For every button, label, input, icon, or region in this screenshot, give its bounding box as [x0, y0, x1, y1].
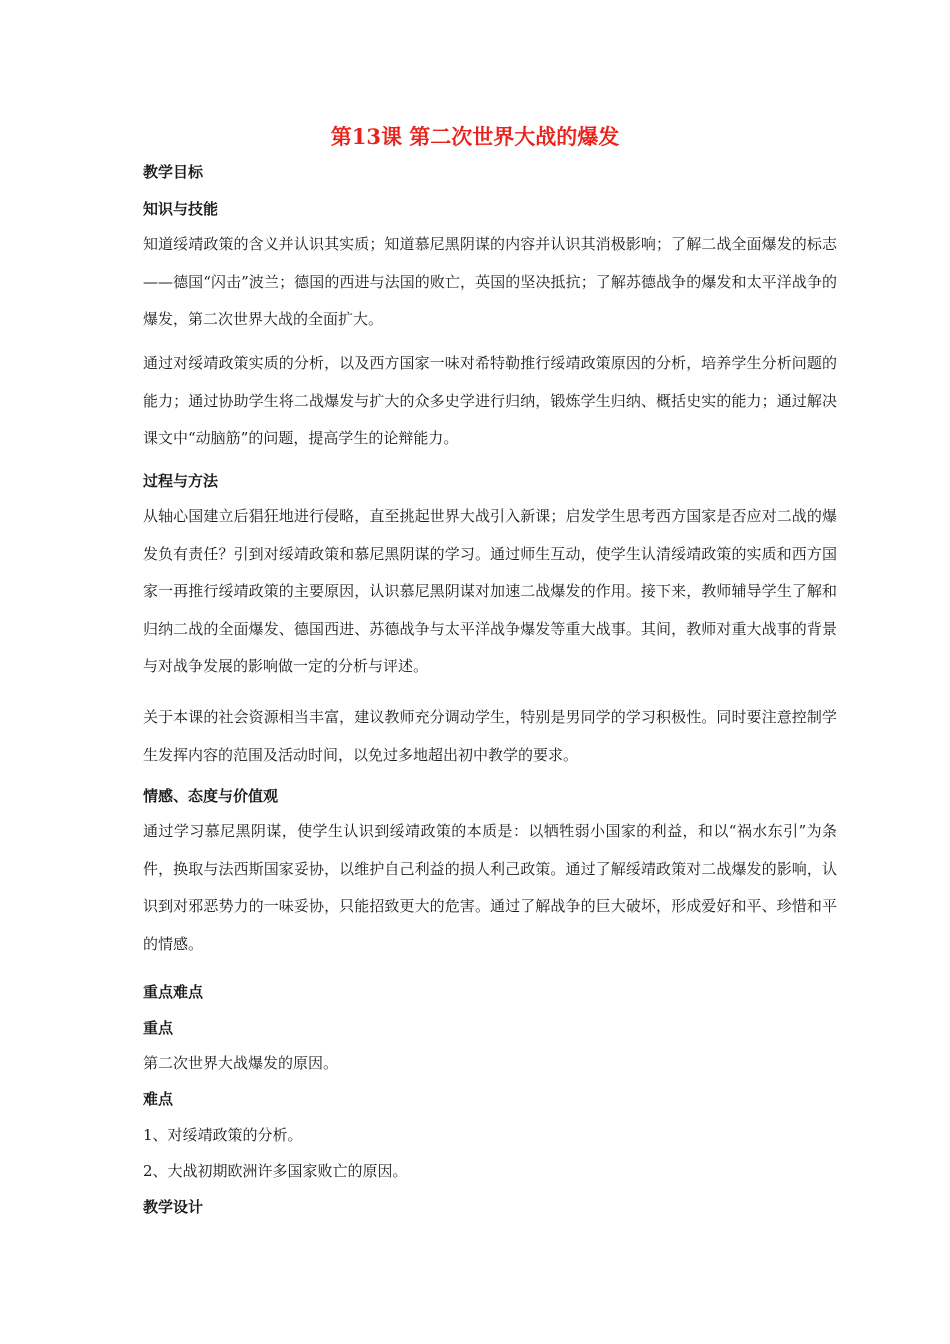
difficult-point-item-1: 1、对绥靖政策的分析。 [143, 1126, 303, 1144]
heading-knowledge-skills: 知识与技能 [143, 200, 219, 218]
heading-key-difficult: 重点难点 [143, 983, 204, 1001]
paragraph-knowledge-2: 通过对绥靖政策实质的分析，以及西方国家一味对希特勒推行绥靖政策原因的分析，培养学生分析问题的能力；通过协助学生将二战爆发与扩大的众多史学进行归纳，锻炼学生归纳、概括史实的能力；通过解决课文中“动脑筋”的问题，提高学生的论辩能力。 [143, 354, 837, 447]
paragraph-process-1: 从轴心国建立后猖狂地进行侵略，直至挑起世界大战引入新课；启发学生思考西方国家是否应对二战的爆发负有责任？引到对绥靖政策和慕尼黑阴谋的学习。通过师生互动，使学生认清绥靖政策的实质和西方国家一再推行绥靖政策的主要原因，认识慕尼黑阴谋对加速二战爆发的作用。接下来，教师辅导学生了解和归纳二战的全面爆发、德国西进、苏德战争与太平洋战争爆发等重大战事。其间，教师对重大战事的背景与对战争发展的影响做一定的分析与评述。 [143, 507, 837, 675]
heading-emotion-values: 情感、态度与价值观 [143, 787, 279, 805]
paragraph-knowledge-1: 知道绥靖政策的含义并认识其实质；知道慕尼黑阴谋的内容并认识其消极影响；了解二战全面爆发的标志——德国“闪击”波兰；德国的西进与法国的败亡，英国的坚决抵抗；了解苏德战争的爆发和太平洋战争的爆发，第二次世界大战的全面扩大。 [143, 235, 837, 328]
difficult-point-item-2: 2、大战初期欧洲许多国家败亡的原因。 [143, 1162, 408, 1180]
heading-process-methods: 过程与方法 [143, 472, 219, 490]
heading-difficult-points: 难点 [143, 1090, 174, 1108]
heading-key-points: 重点 [143, 1019, 174, 1037]
heading-teaching-goals: 教学目标 [143, 163, 204, 181]
paragraph-emotion-1: 通过学习慕尼黑阴谋，使学生认识到绥靖政策的本质是：以牺牲弱小国家的利益，和以“祸水东引”为条件，换取与法西斯国家妥协，以维护自己利益的损人利己政策。通过了解绥靖政策对二战爆发的影响，认识到对邪恶势力的一味妥协，只能招致更大的危害。通过了解战争的巨大破坏，形成爱好和平、珍惜和平的情感。 [143, 822, 837, 953]
heading-teaching-design: 教学设计 [143, 1198, 204, 1216]
page-title: 第13课 第二次世界大战的爆发 [330, 124, 620, 149]
paragraph-process-2: 关于本课的社会资源相当丰富，建议教师充分调动学生，特别是男同学的学习积极性。同时要注意控制学生发挥内容的范围及活动时间，以免过多地超出初中教学的要求。 [143, 708, 837, 764]
key-point-item: 第二次世界大战爆发的原因。 [143, 1054, 339, 1072]
